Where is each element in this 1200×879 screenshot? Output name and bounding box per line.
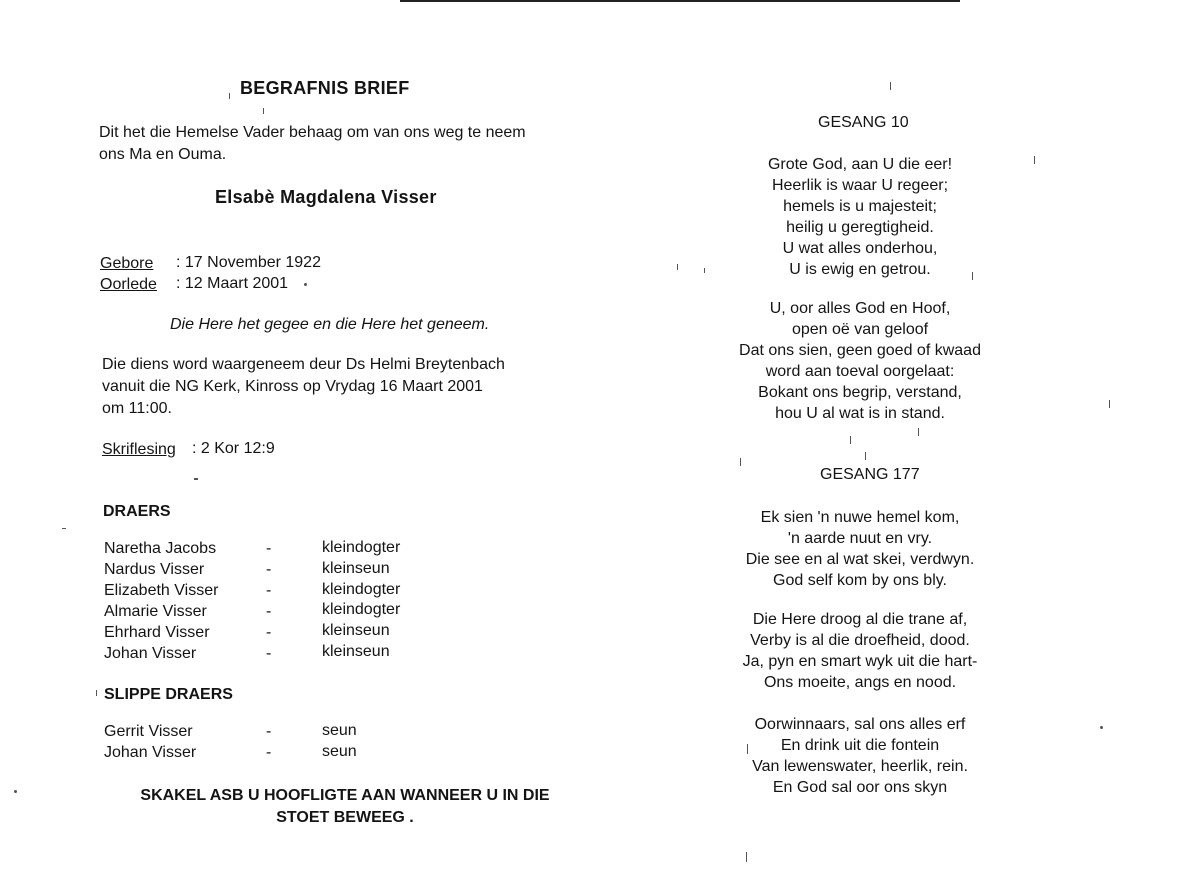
bearer-dash: - [266, 603, 272, 620]
died-label: Oorlede [100, 276, 157, 293]
scan-speck [890, 82, 891, 90]
quote: Die Here het gegee en die Here het geneem. [170, 316, 490, 333]
verse-line: Bokant ons begrip, verstand, [758, 384, 962, 401]
born-label: Gebore [100, 255, 154, 272]
hymn-2-verse-3 [725, 714, 995, 798]
bearer-relation: kleindogter [322, 581, 401, 598]
headlights-notice [100, 785, 590, 829]
service-line-1: Die diens word waargeneem deur Ds Helmi Breytenbach [102, 356, 505, 373]
scan-speck [1100, 726, 1103, 729]
scan-speck [263, 108, 264, 114]
scan-speck [62, 528, 66, 529]
bearer-relation: kleindogter [322, 539, 401, 556]
bearer-dash: - [266, 624, 272, 641]
verse-line: heilig u geregtigheid. [786, 219, 934, 236]
pall-bearer-relation: seun [322, 722, 357, 739]
verse-line: Ek sien 'n nuwe hemel kom, [760, 509, 960, 526]
scripture-label: Skriflesing [102, 441, 176, 458]
hymn-2-verse-1 [725, 507, 995, 591]
service-line-2: vanuit die NG Kerk, Kinross op Vrydag 16 Maart 2001 [102, 378, 483, 395]
verse-line: hemels is u majesteit; [783, 198, 937, 215]
scan-speck [1034, 156, 1035, 164]
scan-speck [747, 744, 748, 754]
deceased-name: Elsabè Magdalena Visser [215, 187, 437, 207]
pall-bearer-name: Gerrit Visser [104, 723, 193, 740]
verse-line: U is ewig en getrou. [789, 261, 931, 278]
verse-line: U, oor alles God en Hoof, [769, 300, 951, 317]
notice-line-1: SKAKEL ASB U HOOFLIGTE AAN WANNEER U IN DIE [140, 787, 550, 804]
scan-speck [1109, 400, 1110, 408]
scan-speck [194, 478, 198, 480]
bearer-relation: kleindogter [322, 601, 401, 618]
bearer-dash: - [266, 582, 272, 599]
bearer-name: Naretha Jacobs [104, 540, 217, 557]
bearer-name: Nardus Visser [104, 561, 205, 578]
verse-line: Ja, pyn en smart wyk uit die hart- [742, 653, 978, 670]
verse-line: Heerlik is waar U regeer; [771, 177, 949, 194]
verse-line: Grote God, aan U die eer! [767, 156, 953, 173]
pall-bearer-dash: - [266, 723, 272, 740]
service-line-3: om 11:00. [102, 400, 172, 417]
bearer-name: Almarie Visser [104, 603, 207, 620]
verse-line: Ons moeite, angs en nood. [763, 674, 957, 691]
scan-speck [96, 690, 97, 696]
verse-line: God self kom by ons bly. [773, 572, 947, 589]
bearer-name: Ehrhard Visser [104, 624, 210, 641]
bearer-relation: kleinseun [322, 560, 390, 577]
hymn-2-title: GESANG 177 [820, 466, 920, 483]
scan-speck [677, 264, 678, 270]
scan-speck [304, 283, 307, 286]
scripture-value: : 2 Kor 12:9 [192, 440, 275, 457]
pall-bearer-dash: - [266, 744, 272, 761]
verse-line: En God sal oor ons skyn [772, 779, 948, 796]
hymn-1-verse-1 [745, 154, 975, 280]
bearer-dash: - [266, 561, 272, 578]
scan-speck [14, 790, 17, 793]
bearer-relation: kleinseun [322, 643, 390, 660]
right-page [600, 0, 1200, 879]
scan-speck [704, 268, 705, 273]
bearer-dash: - [266, 540, 272, 557]
scan-speck [850, 436, 851, 444]
scan-speck [865, 452, 866, 460]
verse-line: Oorwinnaars, sal ons alles erf [754, 716, 966, 733]
scan-speck [229, 93, 230, 99]
hymn-1-verse-2 [725, 298, 995, 424]
died-value: : 12 Maart 2001 [176, 275, 289, 292]
intro-line-1: Dit het die Hemelse Vader behaag om van ons weg te neem [99, 124, 526, 141]
notice-line-2: STOET BEWEEG . [276, 809, 414, 826]
bearer-name: Johan Visser [104, 645, 197, 662]
verse-line: Van lewenswater, heerlik, rein. [752, 758, 968, 775]
born-value: : 17 November 1922 [176, 254, 321, 271]
bearer-name: Elizabeth Visser [104, 582, 219, 599]
pall-bearer-name: Johan Visser [104, 744, 197, 761]
scan-speck [746, 852, 747, 862]
pall-bearers-heading: SLIPPE DRAERS [104, 686, 233, 703]
verse-line: Verby is al die droefheid, dood. [750, 632, 970, 649]
verse-line: U wat alles onderhou, [782, 240, 938, 257]
verse-line: hou U al wat is in stand. [775, 405, 945, 422]
hymn-1-title: GESANG 10 [818, 114, 909, 131]
bearer-dash: - [266, 645, 272, 662]
verse-line: word aan toeval oorgelaat: [765, 363, 955, 380]
scan-speck [918, 428, 919, 436]
bearers-heading: DRAERS [103, 503, 171, 520]
verse-line: Die Here droog al die trane af, [752, 611, 968, 628]
scan-speck [740, 458, 741, 466]
hymn-2-verse-2 [725, 609, 995, 693]
intro-line-2: ons Ma en Ouma. [99, 146, 227, 163]
verse-line: Dat ons sien, geen goed of kwaad [739, 342, 981, 359]
verse-line: open oë van geloof [791, 321, 929, 338]
document-title: BEGRAFNIS BRIEF [240, 78, 410, 98]
scan-speck [972, 272, 973, 280]
verse-line: 'n aarde nuut en vry. [787, 530, 933, 547]
verse-line: En drink uit die fontein [780, 737, 940, 754]
pall-bearer-relation: seun [322, 743, 357, 760]
verse-line: Die see en al wat skei, verdwyn. [745, 551, 975, 568]
bearer-relation: kleinseun [322, 622, 390, 639]
